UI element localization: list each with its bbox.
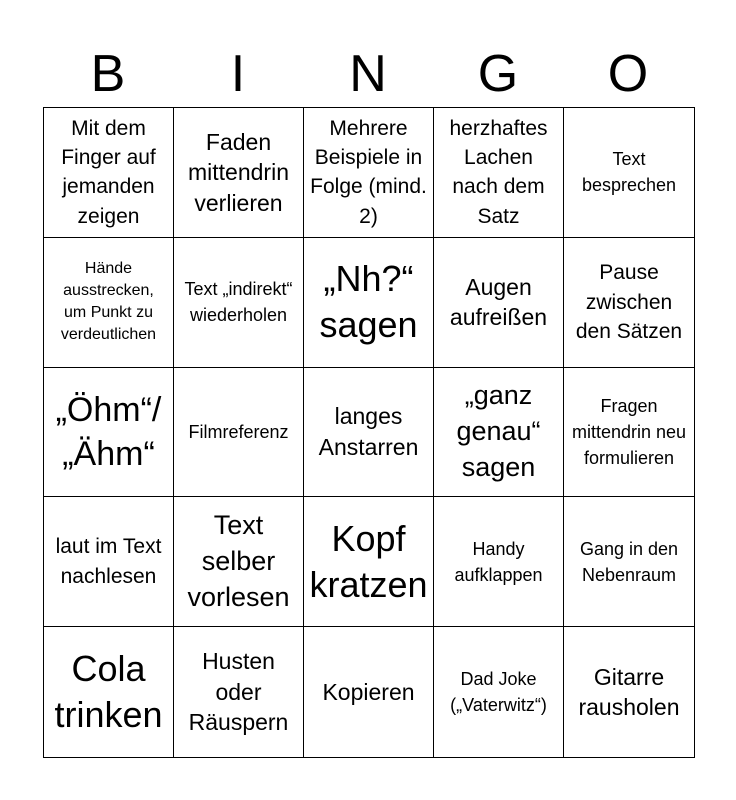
bingo-cell: Faden mittendrin verlieren xyxy=(174,108,304,238)
bingo-cell: Gitarre rausholen xyxy=(578,663,680,721)
bingo-cell: „Nh?“ sagen xyxy=(304,238,434,368)
bingo-cell: Dad Joke („Vaterwitz“) xyxy=(434,627,564,757)
bingo-cell: Gang in den Nebenraum xyxy=(564,497,694,627)
bingo-cell: Augen aufreißen xyxy=(434,238,564,368)
bingo-cell: „Öhm“/ „Ähm“ xyxy=(44,368,174,498)
bingo-cell: Text „indirekt“ wiederholen xyxy=(174,238,304,368)
header-letter-g: G xyxy=(477,45,519,103)
bingo-header xyxy=(43,40,693,108)
header-letter-b: B xyxy=(90,45,126,103)
bingo-cell: Pause zwischen den Sätzen xyxy=(564,238,694,368)
bingo-cell: Handy aufklappen xyxy=(434,497,564,627)
bingo-cell: „ganz genau“ sagen xyxy=(434,368,564,498)
header-letter-o: O xyxy=(607,45,649,103)
bingo-cell: Kopieren xyxy=(304,627,434,757)
bingo-cell: Fragen mittendrin neu formulieren xyxy=(564,368,694,498)
bingo-cell: herzhaftes Lachen nach dem Satz xyxy=(434,108,564,238)
bingo-cell: Text besprechen xyxy=(564,108,694,238)
bingo-cell: Filmreferenz xyxy=(174,368,304,498)
bingo-grid xyxy=(43,107,695,758)
bingo-cell: laut im Text nachlesen xyxy=(44,497,174,627)
bingo-cell: Kopf kratzen xyxy=(304,497,434,627)
bingo-cell: Hände ausstrecken, um Punkt zu verdeutlichen xyxy=(44,238,174,368)
bingo-cell: Mit dem Finger auf jemanden zeigen xyxy=(44,108,174,238)
header-letter-i: I xyxy=(230,45,246,103)
bingo-cell: Husten oder Räuspern xyxy=(174,627,304,757)
bingo-cell: Cola trinken xyxy=(44,627,174,757)
bingo-cell: Mehrere Beispiele in Folge (mind. 2) xyxy=(304,108,434,238)
header-letter-n: N xyxy=(349,45,387,103)
bingo-cell: langes Anstarren xyxy=(304,368,434,498)
bingo-cell: Text selber vorlesen xyxy=(174,497,304,627)
